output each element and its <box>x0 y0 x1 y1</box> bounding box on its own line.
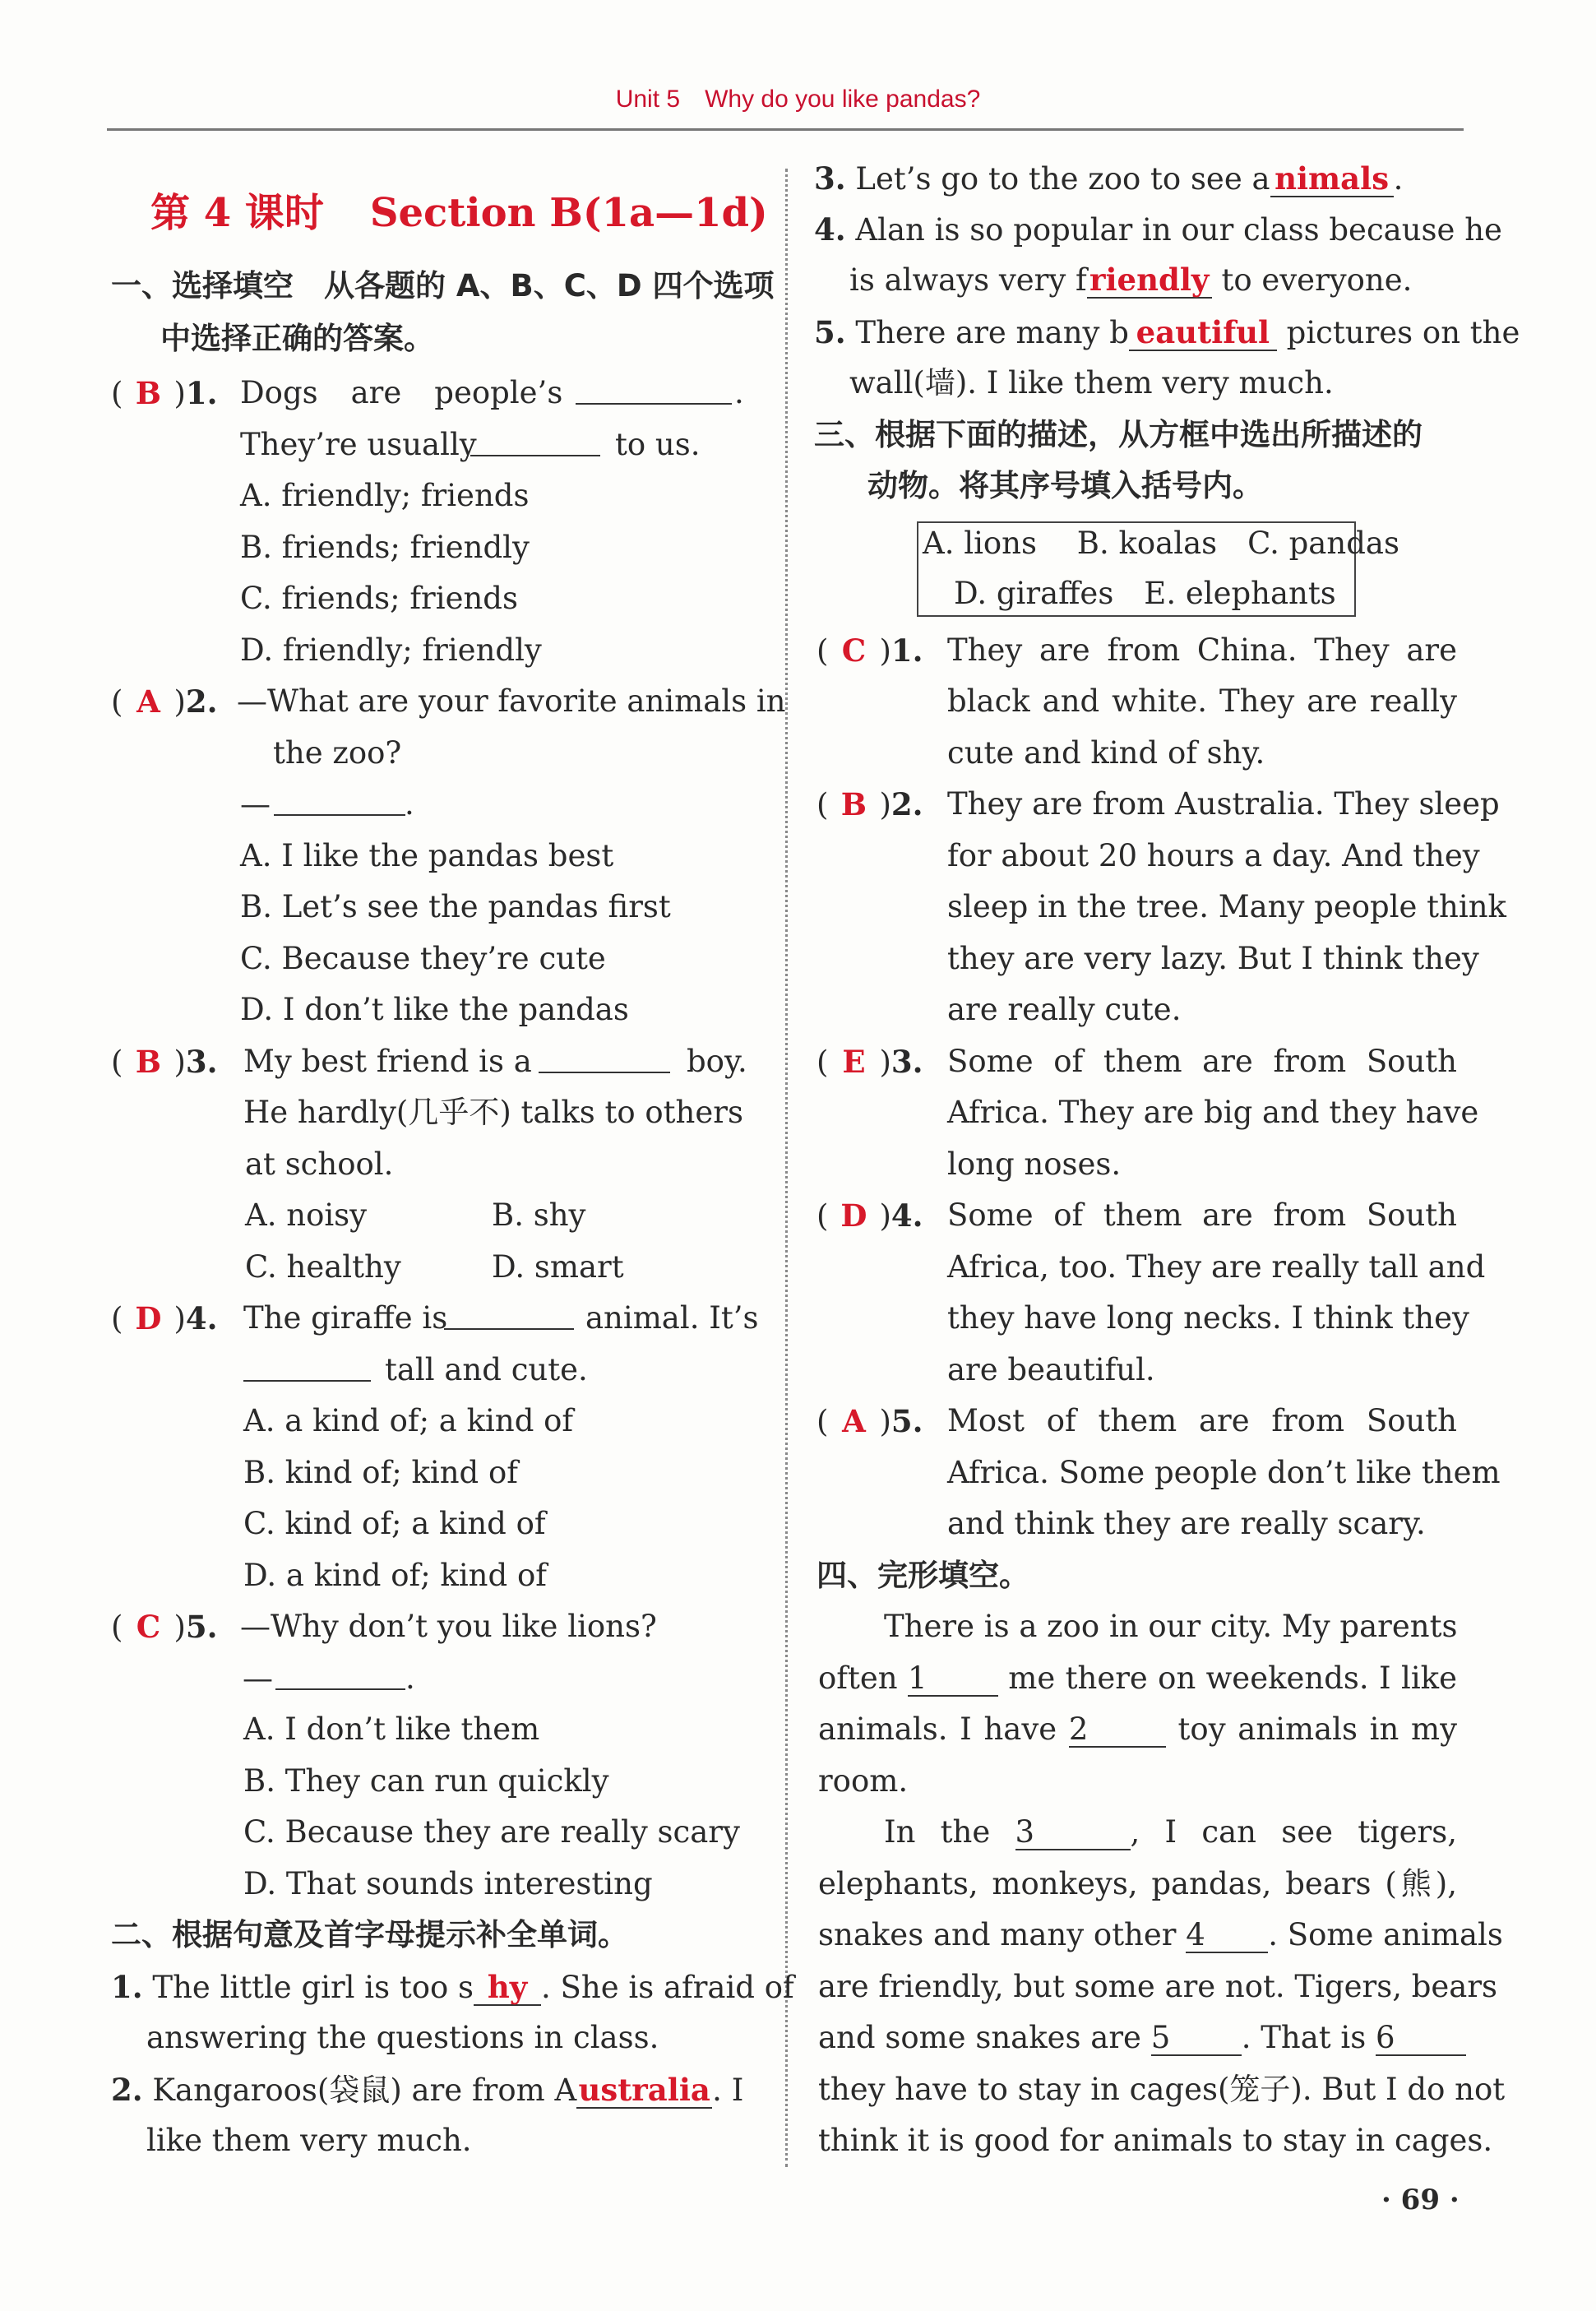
text: . Some animals <box>1268 1917 1503 1952</box>
text-line: they are very lazy. But I think they <box>947 941 1479 976</box>
passage-line: room. <box>818 1763 909 1799</box>
period: . <box>405 786 414 822</box>
passage-line: they have to stay in cages(笼子). But I do not <box>818 2072 1506 2107</box>
text-line: They are from China. They are <box>947 632 1457 668</box>
option-b: B. Let’s see the pandas first <box>240 889 671 924</box>
period: . <box>405 1660 415 1696</box>
text-line: Africa, too. They are really tall and <box>947 1249 1486 1285</box>
q2-line2: the zoo? <box>273 735 402 771</box>
match-question-2: ( B )2. <box>817 784 923 826</box>
text-line: They are from Australia. They sleep <box>947 786 1500 822</box>
lesson-title <box>150 181 768 238</box>
q-text: Kangaroos(袋鼠) are from A <box>152 2072 577 2108</box>
period: . <box>734 375 744 410</box>
q1-line2 <box>240 424 477 465</box>
q4-line1: The giraffe is <box>243 1300 448 1336</box>
cloze-blank-2: 2 <box>1069 1713 1166 1748</box>
q-text: Alan is so popular in our class because he <box>855 212 1502 248</box>
part3-heading-cont: 动物。将其序号填入括号内。 <box>867 468 1263 503</box>
option-c: C. kind of; a kind of <box>243 1506 546 1541</box>
q-text: Let’s go to the zoo to see a <box>855 161 1270 197</box>
question-number: 3. <box>891 1044 923 1080</box>
text-line: Africa. They are big and they have <box>947 1095 1479 1130</box>
text-line: Some of them are from South <box>947 1197 1457 1233</box>
option-a: A. friendly; friends <box>240 478 530 513</box>
part1-heading-cont: 中选择正确的答案。 <box>160 321 434 356</box>
q1-text-c: people’s <box>434 375 563 410</box>
cloze-blank-6: 6 <box>1376 2022 1466 2056</box>
q-text: The little girl is too s <box>152 1970 474 2005</box>
option-a: A. noisy <box>245 1197 368 1233</box>
passage-line: are friendly, but some are not. Tigers, bears <box>818 1969 1498 2004</box>
q-text-end: pictures on the <box>1286 315 1520 350</box>
answer-letter: B <box>840 786 867 822</box>
q4-line1-end: animal. It’s <box>585 1300 759 1336</box>
q-text: is always very f <box>849 262 1087 298</box>
text-line: long noses. <box>947 1146 1122 1182</box>
text: often <box>818 1660 898 1696</box>
question-number: 1. <box>111 1969 143 2005</box>
text-line: for about 20 hours a day. And they <box>947 838 1480 873</box>
text: and some snakes are <box>818 2020 1141 2055</box>
passage-line <box>818 1915 1503 1956</box>
question-number: 1. <box>185 375 218 411</box>
blank <box>470 455 600 456</box>
q3-line2: He hardly(几乎不) talks to others <box>243 1095 743 1130</box>
option-d: D. a kind of; kind of <box>243 1558 547 1593</box>
option-a: A. a kind of; a kind of <box>243 1403 574 1438</box>
column-divider <box>785 169 788 2167</box>
match-question-1: ( C )1. <box>817 630 923 672</box>
part2-heading: 二、根据句意及首字母提示补全单词。 <box>111 1917 628 1952</box>
blank <box>274 814 405 816</box>
text: toy animals in my <box>1177 1711 1458 1747</box>
answer-letter: B <box>135 1044 162 1080</box>
option-c: C. friends; friends <box>240 581 518 616</box>
part3-heading: 三、根据下面的描述，从方框中选出所描述的 <box>814 417 1423 452</box>
passage-line <box>818 1709 1457 1750</box>
passage-line: think it is good for animals to stay in cages. <box>818 2123 1493 2158</box>
option-c: C. Because they’re cute <box>240 941 606 976</box>
option-d: D. That sounds interesting <box>243 1866 653 1901</box>
part1-heading: 一、选择填空 从各题的 A、B、C、D 四个选项 <box>111 268 775 303</box>
blank <box>243 1380 371 1382</box>
filled-answer: ustralia <box>578 2072 710 2108</box>
q1-text-b: are <box>350 375 402 410</box>
option-b: B. kind of; kind of <box>243 1455 518 1490</box>
q3-line1: My best friend is a <box>243 1044 532 1079</box>
text: snakes and many other <box>818 1917 1177 1952</box>
text-line: and think they are really scary. <box>947 1506 1426 1541</box>
blank <box>444 1328 574 1330</box>
q4-line2: tall and cute. <box>385 1352 588 1387</box>
question-number: 3. <box>185 1044 218 1080</box>
header-rule <box>107 128 1464 131</box>
answer-letter: C <box>841 632 867 669</box>
question-number: 4. <box>185 1300 218 1336</box>
text-line: sleep in the tree. Many people think <box>947 889 1506 924</box>
question-number: 5. <box>185 1609 218 1645</box>
q1-text-d: They’re usually <box>240 427 477 462</box>
q-text: There are many b <box>855 315 1129 350</box>
q3-line3: at school. <box>245 1146 394 1182</box>
q-line2: wall(墙). I like them very much. <box>849 365 1334 401</box>
filled-answer: riendly <box>1089 262 1210 298</box>
q-line2: answering the questions in class. <box>146 2020 659 2055</box>
q-text-end: to everyone. <box>1221 262 1413 298</box>
question-number: 5. <box>814 314 846 350</box>
blank <box>576 403 732 405</box>
q-line2: like them very much. <box>146 2123 472 2158</box>
word-box-line1: A. lions B. koalas C. pandas <box>923 526 1399 561</box>
q2-dash: — <box>240 786 271 822</box>
q-text-end: . She is afraid of <box>541 1970 794 2005</box>
option-c: C. Because they are really scary <box>243 1814 740 1850</box>
unit-label: Unit 5 <box>615 86 681 113</box>
fill-question-2 <box>111 2069 743 2111</box>
word-box-line2: D. giraffes E. elephants <box>954 576 1336 611</box>
passage-line <box>818 2017 1457 2059</box>
question-number: 2. <box>111 2072 143 2108</box>
answer-letter: A <box>136 683 160 720</box>
option-d: D. friendly; friendly <box>240 632 542 668</box>
blank <box>539 1072 670 1073</box>
mc-question-4: ( D )4. <box>111 1298 218 1340</box>
match-question-3: ( E )3. <box>817 1041 923 1083</box>
answer-letter: D <box>135 1300 162 1336</box>
option-b: B. friends; friendly <box>240 530 530 565</box>
option-d: D. I don’t like the pandas <box>240 992 629 1027</box>
question-number: 4. <box>814 211 846 248</box>
lesson-section: Section B(1a—1d) <box>369 190 768 236</box>
page-number: · 69 · <box>1381 2184 1460 2216</box>
cloze-blank-5: 5 <box>1151 2022 1242 2056</box>
option-c: C. healthy <box>245 1249 401 1285</box>
part4-heading: 四、完形填空。 <box>817 1558 1029 1593</box>
q3-line1-end: boy. <box>687 1044 747 1079</box>
text-line: Most of them are from South <box>947 1403 1457 1438</box>
match-question-4: ( D )4. <box>817 1195 923 1237</box>
answer-letter: D <box>840 1197 867 1234</box>
option-a: A. I don’t like them <box>243 1711 540 1747</box>
text-line: are really cute. <box>947 992 1182 1027</box>
filled-answer: eautiful <box>1136 314 1270 350</box>
q1-text-e: to us. <box>615 427 701 462</box>
passage-line <box>884 1812 1457 1853</box>
answer-letter: B <box>135 375 162 411</box>
text-line: Africa. Some people don’t like them <box>947 1455 1501 1490</box>
q1-line1 <box>240 373 562 414</box>
q5-dash: — <box>243 1660 273 1696</box>
option-a: A. I like the pandas best <box>240 838 614 873</box>
unit-title: Why do you like pandas? <box>705 86 981 113</box>
q-text-end: . I <box>712 2072 744 2108</box>
text: In the <box>884 1814 991 1850</box>
question-number: 1. <box>891 632 923 669</box>
text-line: cute and kind of shy. <box>947 735 1265 771</box>
answer-letter: E <box>842 1044 866 1080</box>
passage-line <box>818 1658 1457 1699</box>
q-text-end: . <box>1393 161 1404 197</box>
fill-question-4-line2 <box>849 260 1412 301</box>
question-number: 4. <box>891 1197 923 1234</box>
cloze-blank-3: 3 <box>1015 1816 1131 1850</box>
mc-question-2: ( A )2. <box>111 681 218 723</box>
question-number: 3. <box>814 160 846 197</box>
filled-answer: nimals <box>1274 160 1390 197</box>
match-question-5: ( A )5. <box>817 1401 923 1443</box>
q1-text-a: Dogs <box>240 375 318 410</box>
text-line: are beautiful. <box>947 1352 1155 1387</box>
text: , I can see tigers, <box>1130 1814 1457 1850</box>
passage-line: elephants, monkeys, pandas, bears (熊), <box>818 1866 1457 1901</box>
text: animals. I have <box>818 1711 1057 1747</box>
text-line: they have long necks. I think they <box>947 1300 1469 1336</box>
filled-answer: hy <box>487 1969 528 2005</box>
text-line: Some of them are from South <box>947 1044 1457 1079</box>
text: me there on weekends. I like <box>1008 1660 1457 1696</box>
cloze-blank-4: 4 <box>1186 1919 1268 1953</box>
fill-question-3 <box>814 158 1403 200</box>
text: . That is <box>1241 2020 1367 2055</box>
q5-line1: —Why don’t you like lions? <box>240 1609 657 1644</box>
fill-question-1 <box>111 1966 794 2008</box>
answer-letter: C <box>136 1609 161 1645</box>
option-b: B. shy <box>492 1197 586 1233</box>
answer-letter: A <box>842 1403 866 1439</box>
question-number: 5. <box>891 1403 923 1439</box>
running-header <box>0 86 1596 113</box>
mc-question-3: ( B )3. <box>111 1041 218 1083</box>
blank <box>275 1688 405 1690</box>
fill-question-5 <box>814 312 1520 354</box>
q2-line1: —What are your favorite animals in <box>237 683 786 719</box>
mc-question-1: ( B )1. <box>111 373 218 414</box>
option-d: D. smart <box>492 1249 624 1285</box>
cloze-blank-1: 1 <box>908 1662 998 1697</box>
lesson-number: 第 4 课时 <box>150 190 324 236</box>
fill-question-4 <box>814 209 1502 251</box>
question-number: 2. <box>891 786 923 822</box>
option-b: B. They can run quickly <box>243 1763 609 1799</box>
question-number: 2. <box>185 683 218 720</box>
text-line: black and white. They are really <box>947 683 1457 719</box>
passage-line: There is a zoo in our city. My parents <box>884 1609 1458 1644</box>
mc-question-5: ( C )5. <box>111 1606 218 1648</box>
